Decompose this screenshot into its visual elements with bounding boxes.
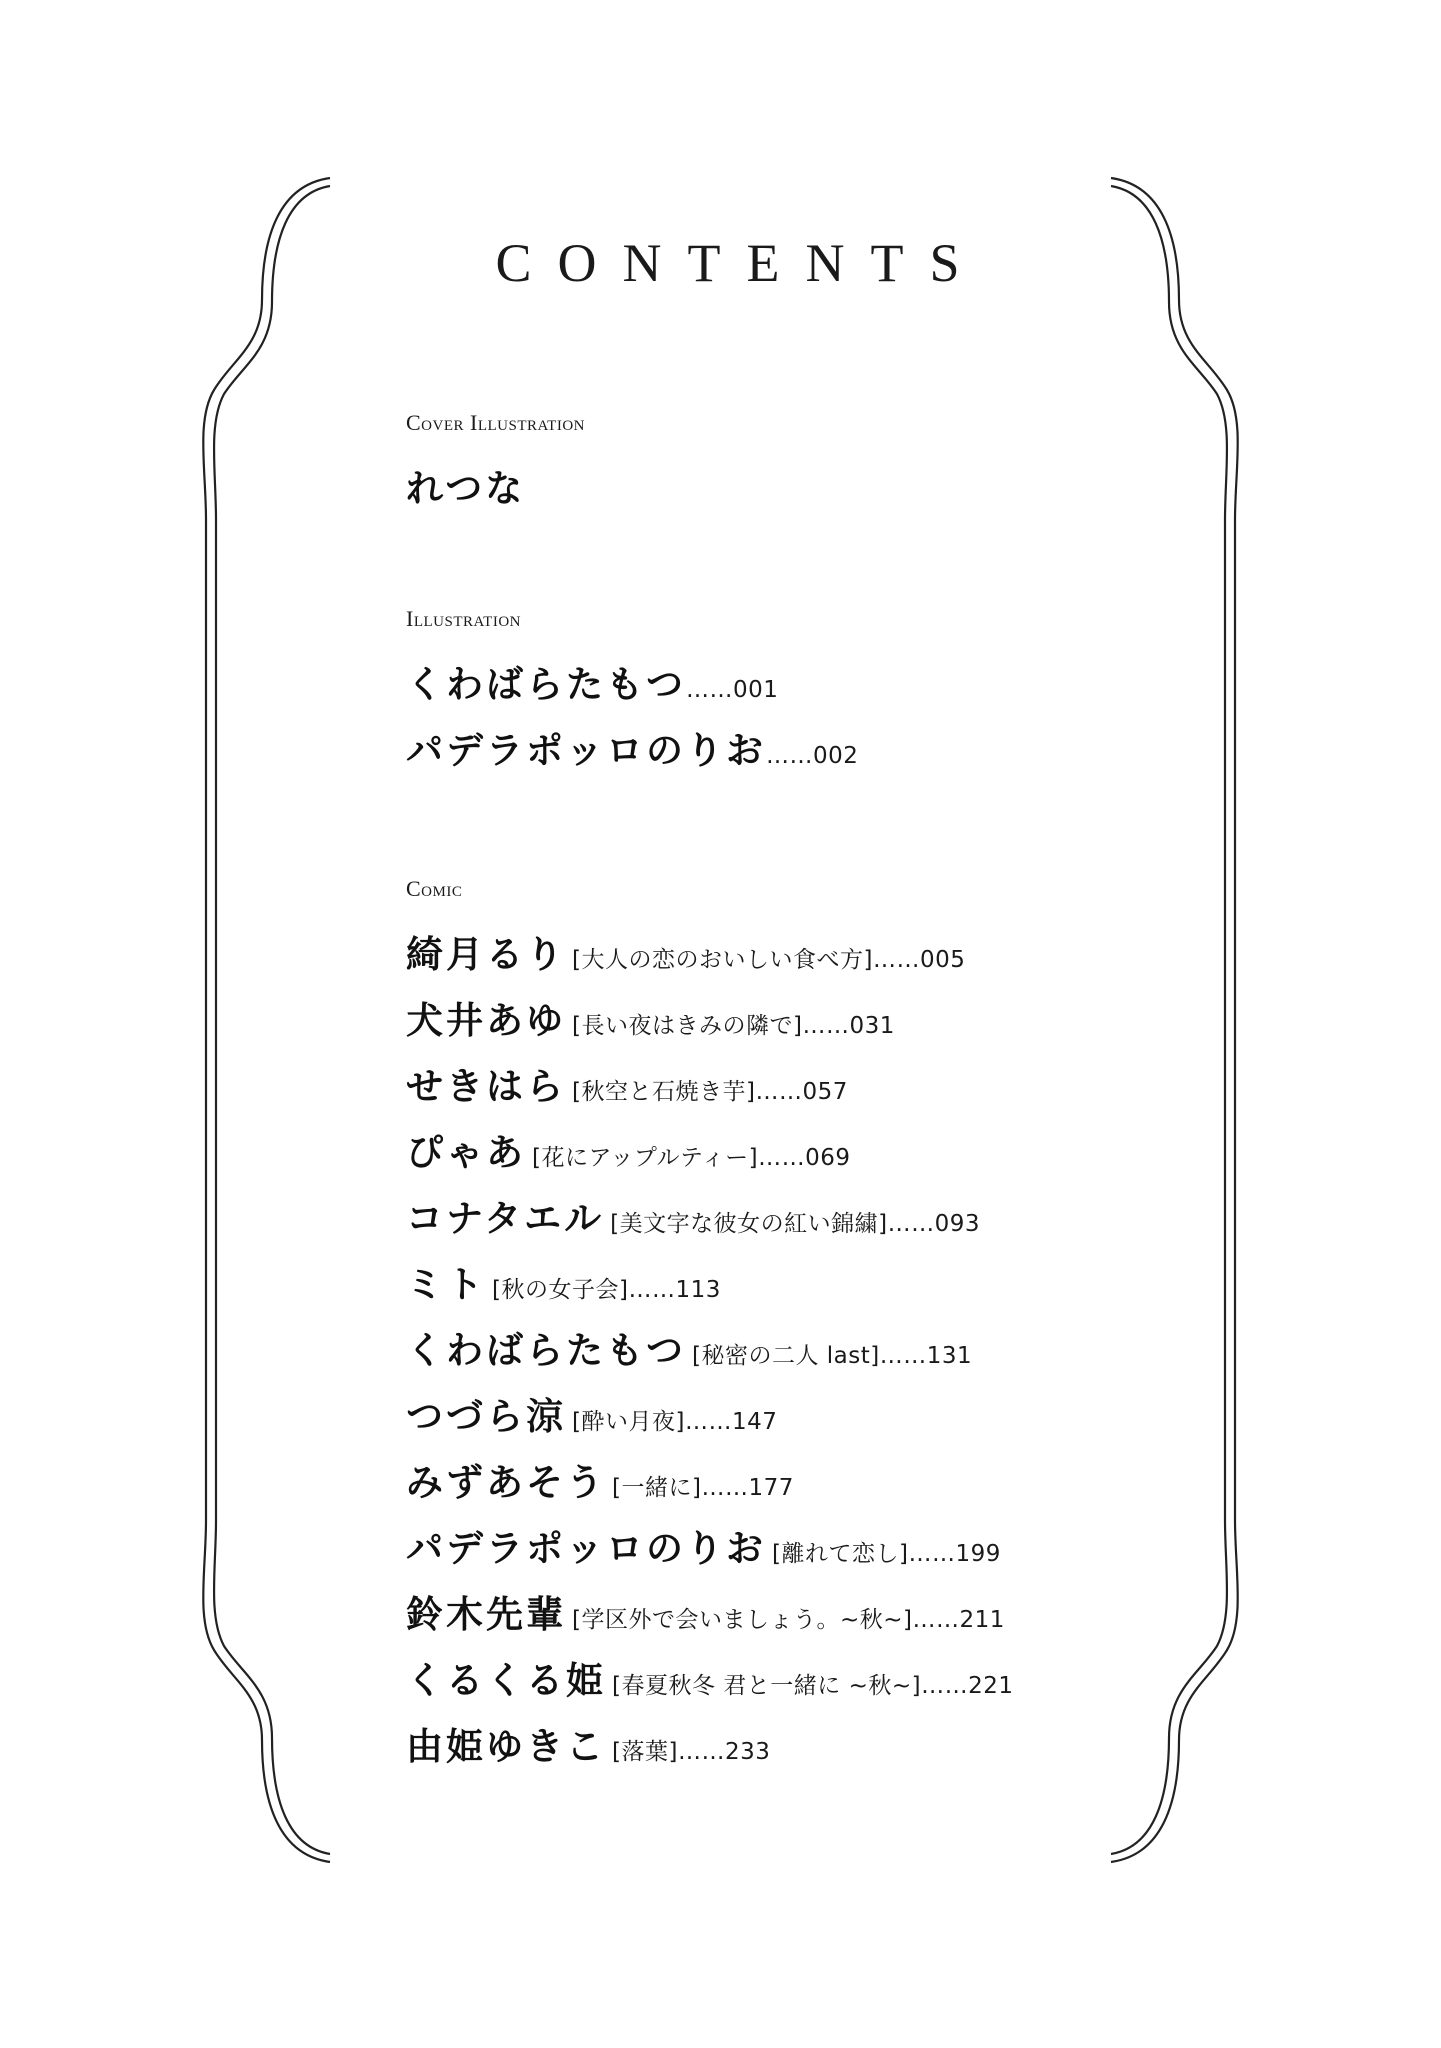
author-name: 綺月るり [406, 933, 566, 976]
work-title: [春夏秋冬 君と一緒に ~秋~] [612, 1673, 922, 1699]
author-name: くわばらたもつ [406, 1329, 686, 1372]
list-item [406, 933, 966, 976]
page-title: CONTENTS [495, 233, 986, 293]
list-item [406, 1263, 721, 1306]
work-title: [秋空と石焼き芋] [572, 1079, 756, 1105]
list-item [406, 1065, 848, 1108]
list-item [406, 1659, 1014, 1702]
work-title: [酔い月夜] [572, 1409, 685, 1435]
author-name: コナタエル [406, 1197, 605, 1240]
list-item [406, 1527, 1001, 1570]
list-item [406, 1329, 973, 1372]
list-item [406, 1395, 778, 1438]
list-item [406, 1197, 981, 1240]
list-item [406, 663, 779, 706]
author-name: くるくる姫 [406, 1659, 606, 1702]
page-number: ……069 [758, 1145, 851, 1171]
author-name: パデラポッロのりお [406, 729, 766, 772]
page-number: ……005 [872, 947, 966, 973]
page-number: ……131 [879, 1343, 973, 1369]
page-number: ……177 [701, 1475, 794, 1501]
author-name: パデラポッロのりお [406, 1527, 766, 1570]
page-number: ……233 [677, 1739, 771, 1765]
work-title: [長い夜はきみの隣で] [572, 1013, 803, 1039]
author-name: くわばらたもつ [406, 663, 686, 706]
work-title: [秋の女子会] [492, 1277, 629, 1303]
work-title: [学区外で会いましょう。~秋~] [572, 1607, 913, 1633]
work-title: [秘密の二人 last] [692, 1343, 880, 1369]
author-name: れつな [406, 467, 526, 510]
author-name: 由姫ゆきこ [406, 1725, 606, 1768]
list-item [406, 729, 859, 772]
page-number: ……057 [755, 1079, 848, 1105]
author-name: ミト [406, 1263, 486, 1306]
section-label-cover-illustration: Cover Illustration [406, 410, 585, 435]
page-number: ……031 [802, 1013, 895, 1039]
work-title: [離れて恋し] [772, 1541, 909, 1567]
work-title: [落葉] [612, 1739, 678, 1765]
page-number: ……093 [887, 1211, 981, 1237]
section-label-comic: Comic [406, 876, 463, 901]
work-title: [大人の恋のおいしい食べ方] [572, 947, 873, 973]
work-title: [一緒に] [612, 1475, 702, 1501]
work-title: [花にアップルティー] [532, 1145, 759, 1171]
page-number: ……002 [766, 743, 859, 769]
work-title: [美文字な彼女の紅い錦繍] [610, 1211, 888, 1237]
page-number: ……211 [912, 1607, 1005, 1633]
author-name: せきはら [406, 1065, 566, 1108]
section-label-illustration: Illustration [406, 606, 521, 631]
author-name: ぴゃあ [406, 1131, 526, 1174]
list-item [406, 1131, 851, 1174]
page-number: ……147 [684, 1409, 778, 1435]
page-number: ……199 [908, 1541, 1001, 1567]
author-name: つづら涼 [406, 1395, 566, 1438]
page-number: ……001 [686, 677, 779, 703]
list-item [406, 1461, 794, 1504]
page-number: ……113 [628, 1277, 721, 1303]
list-item [406, 999, 895, 1042]
list-item [406, 467, 526, 510]
list-item [406, 1593, 1005, 1636]
list-item [406, 1725, 771, 1768]
author-name: 鈴木先輩 [406, 1593, 566, 1636]
page-number: ……221 [921, 1673, 1014, 1699]
author-name: みずあそう [406, 1461, 606, 1504]
author-name: 犬井あゆ [406, 999, 566, 1042]
